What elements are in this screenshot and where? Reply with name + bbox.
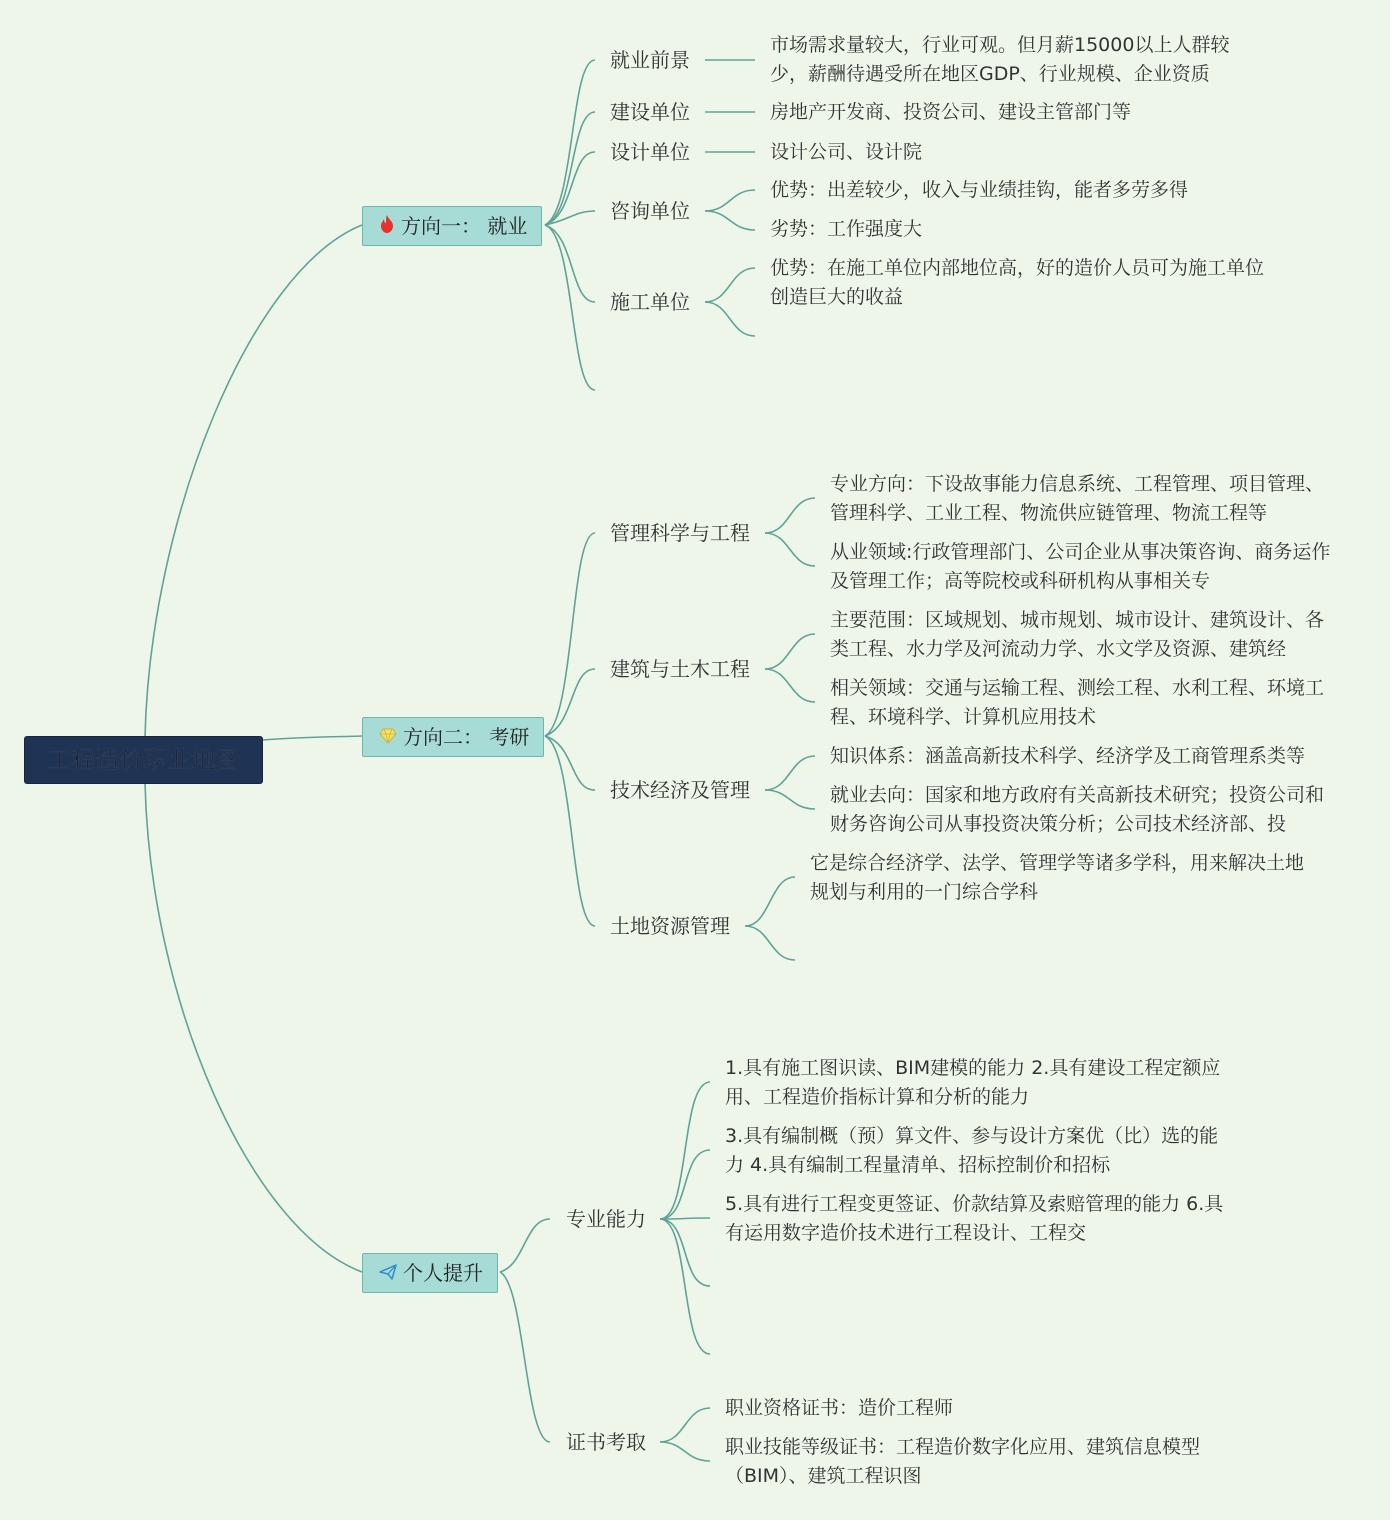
topic-tech-economics[interactable]: 技术经济及管理 xyxy=(610,778,750,802)
connector xyxy=(545,152,595,225)
branch-label: 方向二： 考研 xyxy=(403,725,530,749)
root-title: 工程造价职业地图 xyxy=(47,746,240,774)
connector xyxy=(500,1272,550,1442)
connector xyxy=(765,669,815,702)
leaf-note[interactable]: 从业领域:行政管理部门、公司企业从事决策咨询、商务运作及管理工作；高等院校或科研机构从事相关专 xyxy=(830,541,1331,592)
connector xyxy=(745,877,795,926)
connector xyxy=(145,783,362,1272)
connector xyxy=(765,498,815,533)
topic-construction-unit[interactable]: 建设单位 xyxy=(610,100,690,124)
connector xyxy=(705,302,755,336)
connector xyxy=(545,736,595,926)
connector xyxy=(545,112,595,225)
leaf-note[interactable]: 主要范围：区域规划、城市规划、城市设计、建筑设计、各类工程、水力学及河流动力学、水文学及资源、建筑经 xyxy=(830,609,1325,660)
leaf-note[interactable]: 知识体系：涵盖高新技术科学、经济学及工商管理系类等 xyxy=(830,745,1306,767)
connector xyxy=(705,190,755,211)
leaf-note[interactable]: 3.具有编制概（预）算文件、参与设计方案优（比）选的能力 4.具有编制工程量清单、招标控制价和招标 xyxy=(725,1125,1219,1176)
leaf-note[interactable]: 专业方向：下设故事能力信息系统、工程管理、项目管理、管理科学、工业工程、物流供应链管理、物流工程等 xyxy=(830,473,1325,524)
connector xyxy=(660,1408,710,1442)
connector xyxy=(545,225,595,390)
topic-land-resources[interactable]: 土地资源管理 xyxy=(610,914,730,938)
leaf-note[interactable]: 职业技能等级证书：工程造价数字化应用、建筑信息模型（BIM）、建筑工程识图 xyxy=(725,1436,1201,1487)
connector xyxy=(660,1442,710,1461)
leaf-note[interactable]: 房地产开发商、投资公司、建设主管部门等 xyxy=(770,101,1132,123)
leaf-note[interactable]: 它是综合经济学、法学、管理学等诸多学科，用来解决土地规划与利用的一门综合学科 xyxy=(810,852,1305,903)
branch-label: 方向一： 就业 xyxy=(401,214,528,238)
topic-consulting-unit[interactable]: 咨询单位 xyxy=(610,199,690,223)
topic-professional-skills[interactable]: 专业能力 xyxy=(566,1207,646,1231)
root-node[interactable] xyxy=(25,737,262,783)
branch-graduate-study[interactable] xyxy=(362,717,544,757)
connector xyxy=(660,1218,710,1219)
connector xyxy=(705,268,755,302)
connector xyxy=(660,1150,710,1219)
gem-icon xyxy=(379,720,397,758)
topic-certificates[interactable]: 证书考取 xyxy=(566,1430,646,1454)
leaf-note[interactable]: 设计公司、设计院 xyxy=(770,141,923,163)
leaf-note[interactable]: 市场需求量较大，行业可观。但月薪15000以上人群较少，薪酬待遇受所在地区GDP、行业规模、企业资质 xyxy=(770,34,1230,85)
connector xyxy=(765,634,815,669)
topic-job-prospect[interactable]: 就业前景 xyxy=(610,48,690,72)
connector xyxy=(765,756,815,790)
leaf-note[interactable]: 职业资格证书：造价工程师 xyxy=(725,1397,954,1419)
connector xyxy=(705,211,755,230)
connector xyxy=(500,1219,550,1272)
leaf-note[interactable]: 相关领域：交通与运输工程、测绘工程、水利工程、环境工程、环境科学、计算机应用技术 xyxy=(830,677,1325,728)
branch-employment[interactable] xyxy=(362,206,542,246)
branch-label: 个人提升 xyxy=(403,1261,483,1285)
leaf-note[interactable]: 5.具有进行工程变更签证、价款结算及索赔管理的能力 6.具有运用数字造价技术进行工程设计、工程交 xyxy=(725,1193,1224,1244)
topic-contractor-unit[interactable]: 施工单位 xyxy=(610,290,690,314)
leaf-note[interactable]: 优势：出差较少，收入与业绩挂钩，能者多劳多得 xyxy=(770,179,1189,201)
leaf-note[interactable]: 优势：在施工单位内部地位高，好的造价人员可为施工单位创造巨大的收益 xyxy=(770,257,1265,308)
connector xyxy=(660,1082,710,1219)
connector xyxy=(660,1219,710,1286)
leaf-note[interactable]: 就业去向：国家和地方政府有关高新技术研究；投资公司和财务咨询公司从事投资决策分析；公司技术经济部、投 xyxy=(830,784,1325,835)
leaf-note[interactable]: 劣势：工作强度大 xyxy=(770,218,923,240)
connector xyxy=(765,790,815,809)
branch-self-improvement[interactable] xyxy=(362,1253,498,1293)
topic-civil-engineering[interactable]: 建筑与土木工程 xyxy=(610,657,750,681)
topic-design-unit[interactable]: 设计单位 xyxy=(610,140,690,164)
connector xyxy=(262,736,362,740)
connector xyxy=(745,926,795,960)
connector xyxy=(545,60,595,225)
connector xyxy=(145,225,362,737)
connector xyxy=(765,533,815,566)
connector xyxy=(545,225,595,302)
topic-management-science[interactable]: 管理科学与工程 xyxy=(610,521,750,545)
connector xyxy=(660,1219,710,1354)
paper-plane-icon xyxy=(379,1256,397,1294)
leaf-note[interactable]: 1.具有施工图识读、BIM建模的能力 2.具有建设工程定额应用、工程造价指标计算和分析的能力 xyxy=(725,1057,1221,1108)
fire-icon xyxy=(379,209,395,247)
